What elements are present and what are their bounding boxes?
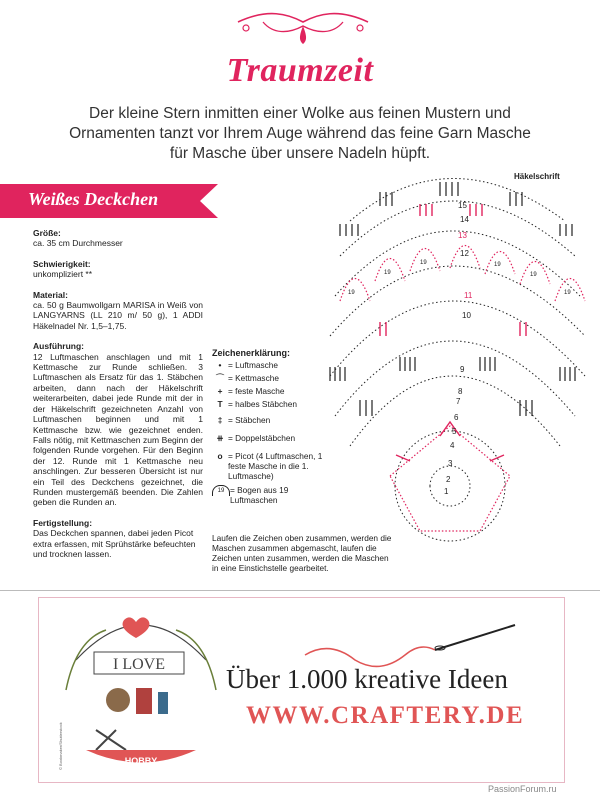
crochet-diagram — [320, 176, 595, 556]
intro-text: Der kleine Stern inmitten einer Wolke aus feinen Mustern und Ornamenten tanzt vor Ihrem Auge während das feine Garn Masche für Masche über unsere Nadeln hüpft. — [69, 105, 531, 162]
image-credit: © Bookmaker/Shutterstock — [58, 722, 63, 770]
section-title: Weißes Deckchen — [28, 189, 159, 209]
round-number: 14 — [460, 215, 469, 224]
arc-number: 19 — [530, 272, 537, 278]
round-number: 13 — [458, 231, 467, 240]
legend-label: = Kettmasche — [228, 373, 279, 383]
double-crochet-icon: ‡ — [217, 415, 223, 425]
legend-footnote: Laufen die Zeichen oben zusammen, werden die Maschen zusammen abgemascht, laufen die Zeichen unten zusammen, werden die Maschen in eine Einstichstelle gearbeitet. — [212, 533, 392, 573]
size-section — [33, 228, 203, 249]
picot-icon: o — [217, 451, 223, 461]
legend-label: = Luftmasche — [228, 360, 279, 370]
difficulty-section — [33, 259, 203, 280]
material-section — [33, 290, 203, 332]
round-number: 6 — [454, 413, 459, 422]
legend-label: = Picot (4 Luftmaschen, 1 feste Masche in die 1. Luftmasche) — [228, 451, 323, 481]
title-ornament — [228, 8, 378, 48]
arc-number: 19 — [564, 290, 571, 296]
slip-stitch-icon: ⌒ — [215, 373, 225, 383]
half-double-icon: T — [217, 399, 223, 409]
arc-number: 19 — [420, 260, 427, 266]
execution-text: 12 Luftmaschen anschlagen und mit 1 Kettmasche zur Runde schließen. 3 Luftmaschen als Ersatz für das 1. Stäbchen arbeiten, dann nach der Häkelschrift weiterarbeiten, dabei jede Runde mit der in der Häkelschrift gezeichneten Anzahl von Luftmaschen beginnen und mit 1 Kettmasche bzw. wie gezeichnet enden. Falls nötig, mit Kettmaschen zum Beginn der folgenden Runde vorgehen. Für den Beginn der 12. Runde mit 1 Kettmasche neu anschlingen. Zur besseren Übersicht ist nur ein Teil des Deckchens gezeichnet, die Runden mustergemäß beenden. Die Zahlen geben die Runden an. — [33, 351, 203, 508]
needle-thread-icon — [300, 620, 520, 670]
difficulty-heading: Schwierigkeit: — [33, 258, 91, 269]
arc-icon: 19 — [212, 485, 230, 496]
difficulty-text: unkompliziert ** — [33, 269, 93, 280]
legend-item — [212, 399, 332, 409]
round-number: 3 — [448, 459, 453, 468]
page-title: Traumzeit — [226, 52, 374, 89]
legend-label: = feste Masche — [228, 386, 285, 396]
size-heading: Größe: — [33, 228, 61, 238]
round-number: 11 — [464, 291, 473, 300]
badge-bottom-text: HOBBY — [124, 756, 158, 766]
execution-heading: Ausführung: — [33, 341, 84, 352]
finishing-section — [33, 518, 203, 560]
treble-crochet-icon: ⧺ — [216, 433, 224, 443]
legend-item — [212, 451, 332, 481]
execution-section — [33, 341, 203, 508]
finishing-text: Das Deckchen spannen, dabei jeden Picot extra erfassen, mit Sprühstärke befeuchten und trocknen lassen. — [33, 528, 196, 559]
arc-number: 19 — [494, 262, 501, 268]
legend-item — [212, 485, 332, 505]
round-number: 15 — [458, 201, 467, 210]
legend-item — [212, 360, 332, 370]
round-number: 5 — [452, 427, 457, 436]
legend-heading: Zeichenerklärung: — [212, 348, 291, 358]
legend-item — [212, 386, 332, 396]
round-number: 9 — [460, 365, 465, 374]
hobby-badge-illustration — [56, 600, 226, 778]
round-number: 2 — [446, 475, 451, 484]
legend-label: = Stäbchen — [228, 415, 271, 425]
material-heading: Material: — [33, 289, 68, 300]
legend-label: = halbes Stäbchen — [228, 399, 297, 409]
round-number: 4 — [450, 441, 455, 450]
legend-item — [212, 433, 332, 443]
chain-stitch-icon: • — [218, 360, 222, 370]
size-text: ca. 35 cm Durchmesser — [33, 238, 123, 249]
material-text: ca. 50 g Baumwollgarn MARISA in Weiß von LANGYARNS (LL 210 m/ 50 g), 1 ADDI Häkelnadel Nr. 1,5–1,75. — [33, 300, 203, 331]
page-divider — [0, 590, 600, 591]
round-number: 10 — [462, 311, 471, 320]
round-number: 1 — [444, 487, 449, 496]
watermark: PassionForum.ru — [488, 784, 557, 794]
legend-item — [212, 373, 332, 383]
arc-number: 19 — [384, 270, 391, 276]
round-number: 7 — [456, 397, 461, 406]
arc-number: 19 — [348, 290, 355, 296]
round-number: 12 — [460, 249, 469, 258]
badge-top-text: I LOVE — [113, 656, 165, 673]
legend-item — [212, 415, 332, 425]
ad-url-link[interactable]: WWW.CRAFTERY.DE — [246, 702, 525, 729]
finishing-heading: Fertigstellung: — [33, 517, 93, 528]
single-crochet-icon: + — [217, 386, 223, 396]
ad-headline: Über 1.000 kreative Ideen — [226, 664, 508, 694]
instructions-column — [33, 228, 203, 569]
legend-label: = Bogen aus 19 Luftmaschen — [230, 485, 289, 505]
diagram-label: Häkelschrift — [514, 172, 560, 181]
legend — [212, 348, 332, 508]
legend-label: = Doppelstäbchen — [228, 433, 296, 443]
round-number: 8 — [458, 387, 463, 396]
